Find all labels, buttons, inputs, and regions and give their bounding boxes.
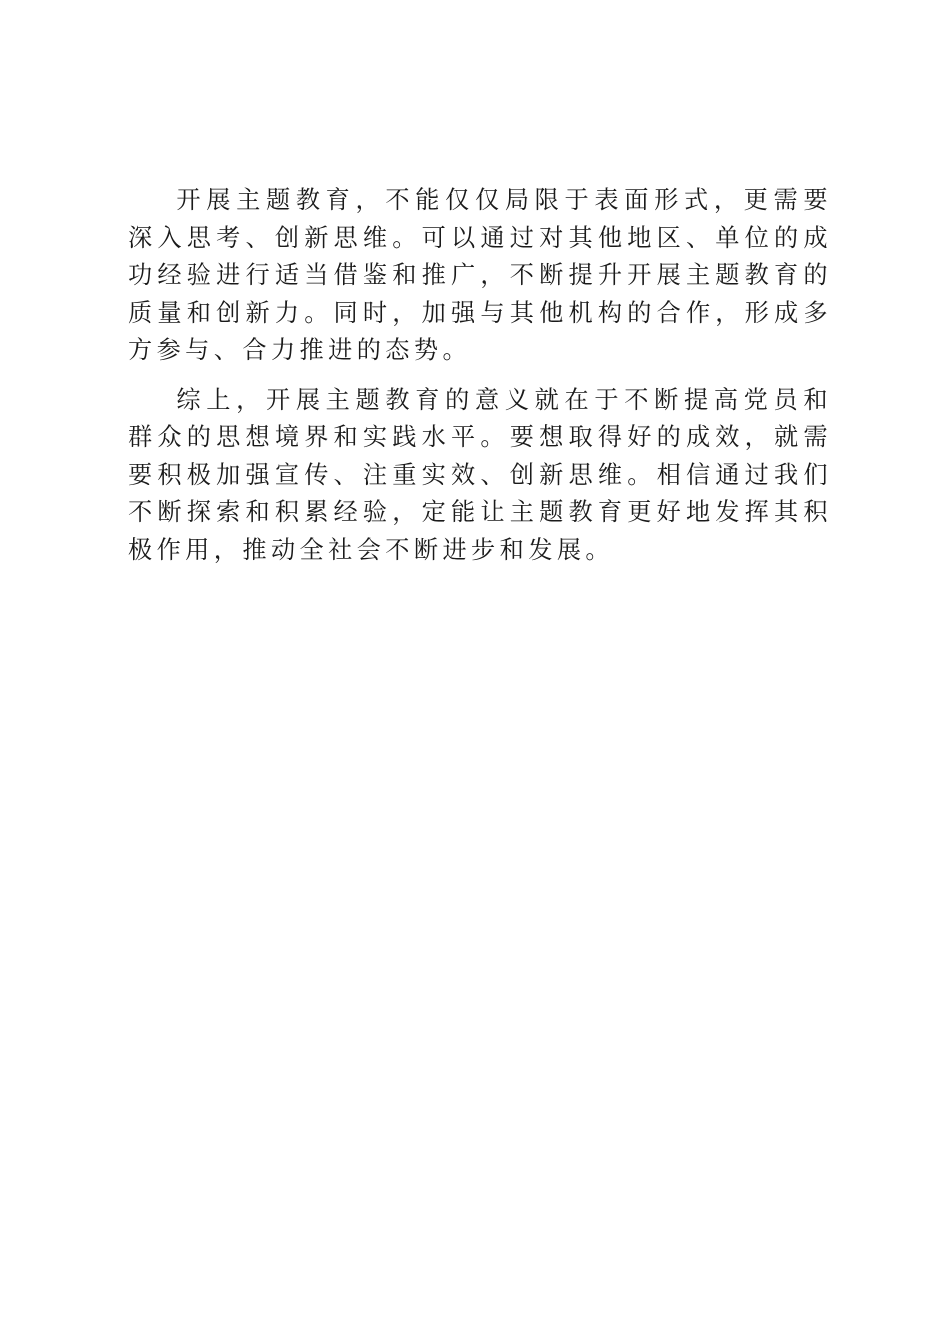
paragraph: 开展主题教育，不能仅仅局限于表面形式，更需要深入思考、创新思维。可以通过对其他地区、单位的成功经验进行适当借鉴和推广，不断提升开展主题教育的质量和创新力。同时，加强与其他机构的合作，形成多方参与、合力推进的态势。	[128, 186, 832, 364]
paragraph: 综上，开展主题教育的意义就在于不断提高党员和群众的思想境界和实践水平。要想取得好的成效，就需要积极加强宣传、注重实效、创新思维。相信通过我们不断探索和积累经验，定能让主题教育更好地发挥其积极作用，推动全社会不断进步和发展。	[128, 385, 832, 564]
document-body	[128, 182, 832, 569]
